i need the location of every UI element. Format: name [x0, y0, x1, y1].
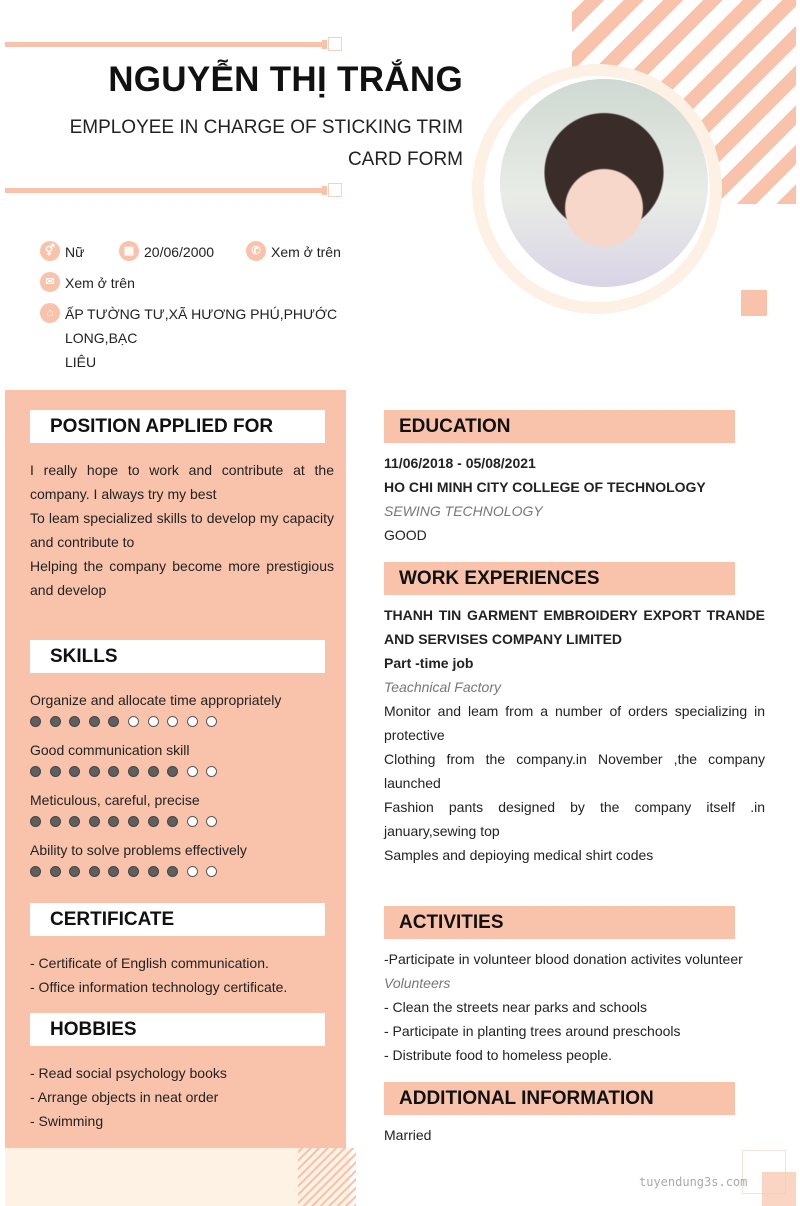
- rating-dot-filled: [108, 866, 119, 877]
- rating-dot-filled: [89, 766, 100, 777]
- section-title-certificate: CERTIFICATE: [30, 903, 325, 936]
- work-line: Clothing from the company.in November ,the company launched: [384, 751, 765, 791]
- home-icon: ⌂: [40, 303, 60, 323]
- rating-dot-filled: [167, 866, 178, 877]
- profile-photo: [500, 79, 708, 287]
- rating-dot-filled: [69, 766, 80, 777]
- skill-name: Organize and allocate time appropriately: [30, 692, 282, 708]
- education-entry: [384, 451, 765, 547]
- rating-dot-filled: [69, 716, 80, 727]
- education-school: HO CHI MINH CITY COLLEGE OF TECHNOLOGY: [384, 479, 706, 495]
- rating-dot-filled: [30, 816, 41, 827]
- objective-line: I really hope to work and contribute at the company. I always try my best: [30, 462, 334, 502]
- work-role: Part -time job: [384, 655, 474, 671]
- skill-item: [30, 740, 330, 790]
- position-title-line2: CARD FORM: [347, 149, 463, 170]
- rating-dot-filled: [128, 766, 139, 777]
- activity-item: - Distribute food to homeless people.: [384, 1047, 613, 1063]
- rating-dot-empty: [206, 766, 217, 777]
- education-dates: 11/06/2018 - 05/08/2021: [384, 455, 536, 471]
- rating-dot-empty: [206, 716, 217, 727]
- additional-info: Married: [384, 1127, 432, 1143]
- phone-icon: ✆: [246, 241, 266, 261]
- work-line: Monitor and leam from a number of orders specializing in protective: [384, 703, 765, 743]
- hobbies-list: [30, 1061, 334, 1133]
- skill-name: Ability to solve problems effectively: [30, 842, 247, 858]
- rating-dot-filled: [30, 866, 41, 877]
- rating-dot-filled: [50, 716, 61, 727]
- address-value: [65, 302, 395, 374]
- gender-value: Nữ: [65, 244, 85, 260]
- rating-dot-empty: [206, 866, 217, 877]
- section-title-hobbies: HOBBIES: [30, 1013, 325, 1046]
- decorative-line: [5, 42, 323, 47]
- rating-dot-filled: [128, 866, 139, 877]
- skill-rating: [30, 816, 330, 827]
- rating-dot-filled: [30, 716, 41, 727]
- certificate-item: - Certificate of English communication.: [30, 955, 269, 971]
- rating-dot-filled: [108, 766, 119, 777]
- decorative-line-cap: [322, 186, 327, 195]
- rating-dot-empty: [206, 816, 217, 827]
- hobby-item: - Read social psychology books: [30, 1065, 227, 1081]
- activity-item: - Participate in planting trees around preschools: [384, 1023, 681, 1039]
- rating-dot-filled: [148, 866, 159, 877]
- rating-dot-filled: [50, 866, 61, 877]
- certificate-list: [30, 951, 334, 999]
- rating-dot-filled: [108, 816, 119, 827]
- rating-dot-filled: [69, 816, 80, 827]
- activities-entry: [384, 947, 765, 1067]
- rating-dot-empty: [187, 866, 198, 877]
- rating-dot-filled: [50, 816, 61, 827]
- work-line: Fashion pants designed by the company itself .in january,sewing top: [384, 799, 765, 839]
- email-icon: ✉: [40, 272, 60, 292]
- section-title-education: EDUCATION: [384, 410, 735, 443]
- rating-dot-empty: [148, 716, 159, 727]
- section-title-skills: SKILLS: [30, 640, 325, 673]
- skills-list: [30, 690, 330, 890]
- decorative-stripes: [298, 1148, 356, 1206]
- dob-value: 20/06/2000: [144, 244, 215, 260]
- rating-dot-filled: [148, 816, 159, 827]
- section-title-work: WORK EXPERIENCES: [384, 562, 735, 595]
- skill-item: [30, 840, 330, 890]
- position-title: [60, 112, 463, 176]
- decorative-line: [5, 188, 323, 193]
- rating-dot-empty: [167, 716, 178, 727]
- address-line1: ẤP TƯỜNG TƯ,XÃ HƯƠNG PHÚ,PHƯỚC LONG,BẠC: [65, 306, 338, 346]
- education-grade: GOOD: [384, 527, 427, 543]
- section-title-position: POSITION APPLIED FOR: [30, 410, 325, 443]
- decorative-square: [328, 37, 342, 51]
- education-major: SEWING TECHNOLOGY: [384, 503, 543, 519]
- address-line2: LIÊU: [65, 354, 97, 370]
- rating-dot-filled: [89, 716, 100, 727]
- candidate-name: NGUYỄN THỊ TRẮNG: [108, 60, 463, 99]
- skill-rating: [30, 766, 330, 777]
- work-entry: [384, 603, 765, 867]
- work-department: Teachnical Factory: [384, 679, 501, 695]
- gender-icon: ⚥: [40, 241, 60, 261]
- rating-dot-filled: [128, 816, 139, 827]
- rating-dot-filled: [108, 716, 119, 727]
- skill-name: Good communication skill: [30, 742, 190, 758]
- objective-line: Helping the company become more prestigious and develop: [30, 558, 334, 598]
- skill-name: Meticulous, careful, precise: [30, 792, 200, 808]
- section-title-additional: ADDITIONAL INFORMATION: [384, 1082, 735, 1115]
- email-value: Xem ở trên: [65, 275, 135, 291]
- decorative-square: [741, 290, 767, 316]
- decorative-square: [762, 1172, 796, 1206]
- objective-text: [30, 458, 334, 602]
- skill-item: [30, 790, 330, 840]
- calendar-icon: ▦: [119, 241, 139, 261]
- rating-dot-filled: [148, 766, 159, 777]
- skill-item: [30, 690, 330, 740]
- rating-dot-filled: [50, 766, 61, 777]
- rating-dot-empty: [187, 816, 198, 827]
- phone-value: Xem ở trên: [271, 244, 341, 260]
- activities-headline: -Participate in volunteer blood donation activites volunteer: [384, 951, 743, 967]
- position-title-line1: EMPLOYEE IN CHARGE OF STICKING TRIM: [69, 117, 463, 138]
- certificate-item: - Office information technology certificate.: [30, 979, 288, 995]
- objective-line: To leam specialized skills to develop my capacity and contribute to: [30, 510, 334, 550]
- hobby-item: - Swimming: [30, 1113, 104, 1129]
- activities-subtitle: Volunteers: [384, 975, 451, 991]
- rating-dot-filled: [89, 866, 100, 877]
- work-line: Samples and depioying medical shirt codes: [384, 847, 654, 863]
- rating-dot-filled: [167, 816, 178, 827]
- rating-dot-empty: [187, 766, 198, 777]
- skill-rating: [30, 866, 330, 877]
- decorative-square: [328, 183, 342, 197]
- hobby-item: - Arrange objects in neat order: [30, 1089, 219, 1105]
- watermark: tuyendung3s.com: [639, 1175, 748, 1189]
- rating-dot-empty: [128, 716, 139, 727]
- activity-item: - Clean the streets near parks and schools: [384, 999, 648, 1015]
- rating-dot-filled: [89, 816, 100, 827]
- decorative-line-cap: [322, 40, 327, 49]
- rating-dot-filled: [30, 766, 41, 777]
- rating-dot-filled: [69, 866, 80, 877]
- work-company: THANH TIN GARMENT EMBROIDERY EXPORT TRANDE AND SERVISES COMPANY LIMITED: [384, 607, 765, 647]
- rating-dot-empty: [187, 716, 198, 727]
- rating-dot-filled: [167, 766, 178, 777]
- skill-rating: [30, 716, 330, 727]
- section-title-activities: ACTIVITIES: [384, 906, 735, 939]
